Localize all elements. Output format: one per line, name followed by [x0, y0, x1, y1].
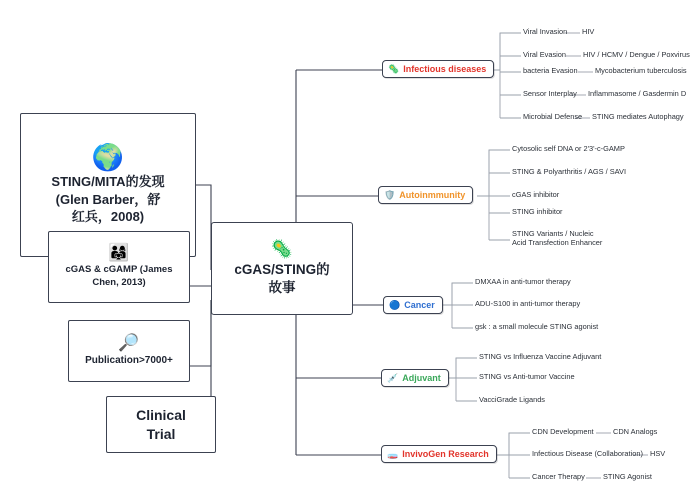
sub-leaf-item[interactable]: Mycobacterium tuberculosis: [595, 66, 687, 75]
lab-icon: 🧫: [387, 448, 399, 459]
left-node-line-3: 红兵，2008): [71, 209, 145, 225]
leaf-item[interactable]: Microbial Defense: [523, 112, 583, 121]
leaf-item[interactable]: Sensor Interplay: [523, 89, 577, 98]
branch-label: Cancer: [404, 300, 435, 310]
left-node-line-2: Chen, 2013): [92, 277, 146, 288]
document-search-icon: 🔎: [118, 333, 140, 353]
central-node[interactable]: [211, 222, 353, 315]
shield-icon: 🛡️: [384, 189, 396, 200]
sub-leaf-item[interactable]: HIV / HCMV / Dengue / Poxvirus: [583, 50, 690, 59]
branch-invivogen-research[interactable]: [381, 445, 497, 463]
sub-leaf-item[interactable]: Inflammasome / Gasdermin D: [588, 89, 687, 98]
leaf-item[interactable]: Viral Evasion: [523, 50, 566, 59]
branch-adjuvant[interactable]: [381, 369, 449, 387]
left-node-line-1: Clinical: [136, 406, 186, 423]
left-node-line-1: STING/MITA的发现: [51, 174, 165, 190]
left-node-cgas-cgamp[interactable]: [48, 231, 190, 303]
leaf-item[interactable]: STING Variants / Nucleic Acid Transfection Enhancer: [512, 229, 603, 248]
left-node-label: Publication>7000+: [85, 355, 173, 367]
left-node-line-2: Trial: [146, 425, 176, 442]
left-node-line-2: (Glen Barber，舒: [55, 191, 161, 207]
leaf-item[interactable]: Cancer Therapy: [532, 472, 585, 481]
branch-infectious-diseases[interactable]: [382, 60, 494, 78]
branch-cancer[interactable]: [383, 296, 443, 314]
leaf-item[interactable]: cGAS inhibitor: [512, 190, 560, 199]
people-icon: 👨‍👩‍👧: [108, 243, 130, 263]
branch-label: InvivoGen Research: [402, 449, 489, 459]
leaf-item[interactable]: VacciGrade Ligands: [479, 395, 546, 404]
left-node-line-1: cGAS & cGAMP (James: [65, 264, 173, 276]
leaf-item[interactable]: STING & Polyarthritis / AGS / SAVI: [512, 167, 627, 176]
sub-leaf-item[interactable]: STING mediates Autophagy: [592, 112, 684, 121]
central-node-line-1: cGAS/STING的: [234, 261, 330, 277]
virus-icon: 🦠: [388, 63, 400, 74]
left-node-clinical-trial[interactable]: [106, 396, 216, 453]
sub-leaf-item[interactable]: STING Agonist: [603, 472, 652, 481]
sub-leaf-item[interactable]: HSV: [650, 449, 666, 458]
leaf-item[interactable]: gsk : a small molecule STING agonist: [475, 322, 599, 331]
globe-icon: 🌍: [91, 142, 125, 173]
left-node-publications[interactable]: [68, 320, 190, 382]
microbe-icon: 🦠: [270, 238, 294, 259]
leaf-item[interactable]: bacteria Evasion: [523, 66, 578, 75]
leaf-item[interactable]: DMXAA in anti-tumor therapy: [475, 277, 571, 286]
leaf-item[interactable]: CDN Development: [532, 427, 594, 436]
cell-icon: 🔵: [389, 299, 401, 310]
leaf-item[interactable]: Viral Invasion: [523, 27, 568, 36]
branch-label: Autoinmmunity: [399, 190, 466, 200]
leaf-item[interactable]: STING vs Influenza Vaccine Adjuvant: [479, 352, 602, 361]
leaf-item[interactable]: ADU-S100 in anti-tumor therapy: [475, 299, 581, 308]
syringe-icon: 💉: [387, 372, 399, 383]
leaf-item[interactable]: STING inhibitor: [512, 207, 563, 216]
sub-leaf-item[interactable]: CDN Analogs: [613, 427, 658, 436]
branch-autoimmunity[interactable]: [378, 186, 473, 204]
sub-leaf-item[interactable]: HIV: [582, 27, 595, 36]
branch-label: Infectious diseases: [403, 64, 487, 74]
central-node-line-2: 故事: [268, 280, 296, 295]
branch-label: Adjuvant: [402, 373, 441, 383]
leaf-item[interactable]: STING vs Anti-tumor Vaccine: [479, 372, 575, 381]
leaf-item[interactable]: Infectious Disease (Collaboration): [532, 449, 643, 458]
leaf-item[interactable]: Cytosolic self DNA or 2'3'-c-GAMP: [512, 144, 625, 153]
